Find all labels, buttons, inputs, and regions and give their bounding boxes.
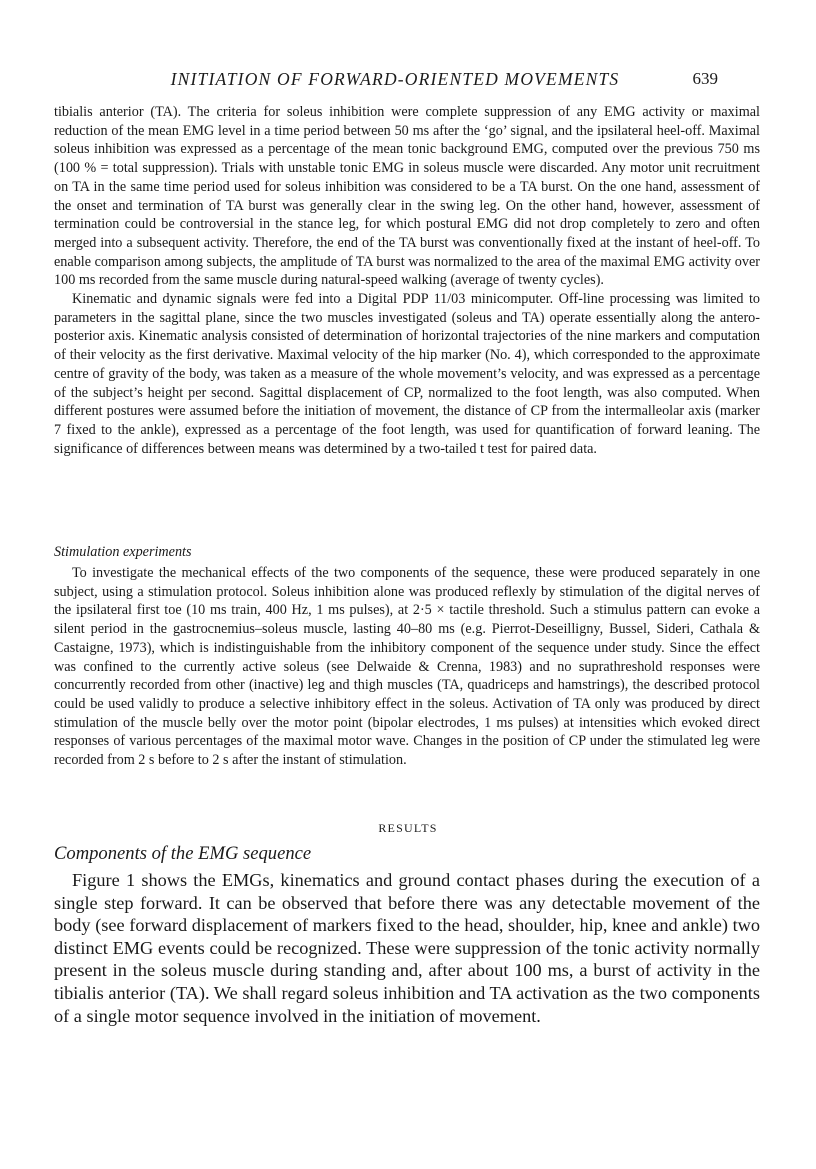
- page-number: 639: [692, 69, 718, 88]
- stimulation-heading: Stimulation experiments: [54, 544, 192, 560]
- results-subheading: Components of the EMG sequence: [54, 843, 312, 864]
- running-title: INITIATION OF FORWARD-ORIENTED MOVEMENTS: [170, 69, 620, 89]
- results-paragraph: Figure 1 shows the EMGs, kinematics and ground contact phases during the execution of a single step forward. It can be observed that before there was any detectable movement of the body (see forward displacement of markers fixed to the head, shoulder, hip, knee and ankle) two distinct EMG events could be recognized. These were suppression of the tonic activity normally present in the soleus muscle during standing and, after about 100 ms, a burst of activity in the tibialis anterior (TA). We shall regard soleus inhibition and TA activation as the two components of a single motor sequence involved in the initiation of movement.: [54, 870, 760, 1026]
- results-section: [54, 869, 760, 1027]
- stimulation-section: [54, 564, 760, 770]
- results-heading: RESULTS: [378, 821, 438, 835]
- methods-paragraph-kinematics: Kinematic and dynamic signals were fed into a Digital PDP 11/03 minicomputer. Off-line processing was limited to parameters in the sagittal plane, since the two muscles investigated (soleus and TA) operate essentially along the antero-posterior axis. Kinematic analysis consisted of determination of horizontal trajectories of the nine markers and computation of their velocity as the first derivative. Maximal velocity of the hip marker (No. 4), which corresponded to the approximate centre of gravity of the body, was taken as a measure of the whole movement’s velocity, and was expressed as a percentage of the subject’s height per second. Sagittal displacement of CP, normalized to the foot length, was also computed. When different postures were assumed before the initiation of movement, the distance of CP from the intermalleolar axis (marker 7 fixed to the ankle), expressed as a percentage of the foot length, was used for quantification of forward leaning. The significance of differences between means was determined by a two-tailed t test for paired data.: [54, 291, 760, 457]
- running-header: [0, 64, 816, 94]
- methods-section: [54, 103, 760, 458]
- methods-paragraph-emg-criteria: tibialis anterior (TA). The criteria for soleus inhibition were complete suppression of any EMG activity or maximal reduction of the mean EMG level in a time period between 50 ms after the ‘go’ signal, and the ipsilateral heel-off. Maximal soleus inhibition was expressed as a percentage of the mean tonic background EMG, computed over the previous 750 ms (100 % = total suppression). Trials with unstable tonic EMG in soleus muscle were discarded. Any motor unit recruitment on TA in the same time period used for soleus inhibition was considered to be a TA burst. On the one hand, assessment of the onset and termination of TA burst was generally clear in the swing leg. On the other hand, however, assessment of termination could be controversial in the stance leg, for which postural EMG did not drop completely to zero and often merged into a subsequent activity. Therefore, the end of the TA burst was conventionally fixed at the instant of heel-off. To enable comparison among subjects, the amplitude of TA burst was normalized to the area of the maximal EMG activity over 100 ms recorded from the same muscle during natural-speed walking (average of twenty cycles).: [54, 104, 760, 289]
- stimulation-paragraph: To investigate the mechanical effects of the two components of the sequence, these were produced separately in one subject, using a stimulation protocol. Soleus inhibition alone was produced reflexly by stimulation of the digital nerves of the ipsilateral first toe (10 ms train, 400 Hz, 1 ms pulses), at 2·5 × tactile threshold. Such a stimulus pattern can evoke a silent period in the gastrocnemius–soleus muscle, lasting 40–80 ms (e.g. Pierrot-Deseilligny, Bussel, Sideri, Cathala & Castaigne, 1973), which is indistinguishable from the inhibitory component of the sequence under study. Since the effect was confined to the currently active soleus (see Delwaide & Crenna, 1983) and no suprathreshold responses were concurrently recorded from other (inactive) leg and thigh muscles (TA, quadriceps and hamstrings), the described protocol could be used validly to produce a selective inhibitory effect in the soleus. Activation of TA only was produced by direct stimulation of the muscle belly over the motor point (bipolar electrodes, 1 ms pulses) at intensities which evoked direct responses of various percentages of the maximal motor wave. Changes in the position of CP under the stimulated leg were recorded from 2 s before to 2 s after the instant of stimulation.: [54, 565, 760, 769]
